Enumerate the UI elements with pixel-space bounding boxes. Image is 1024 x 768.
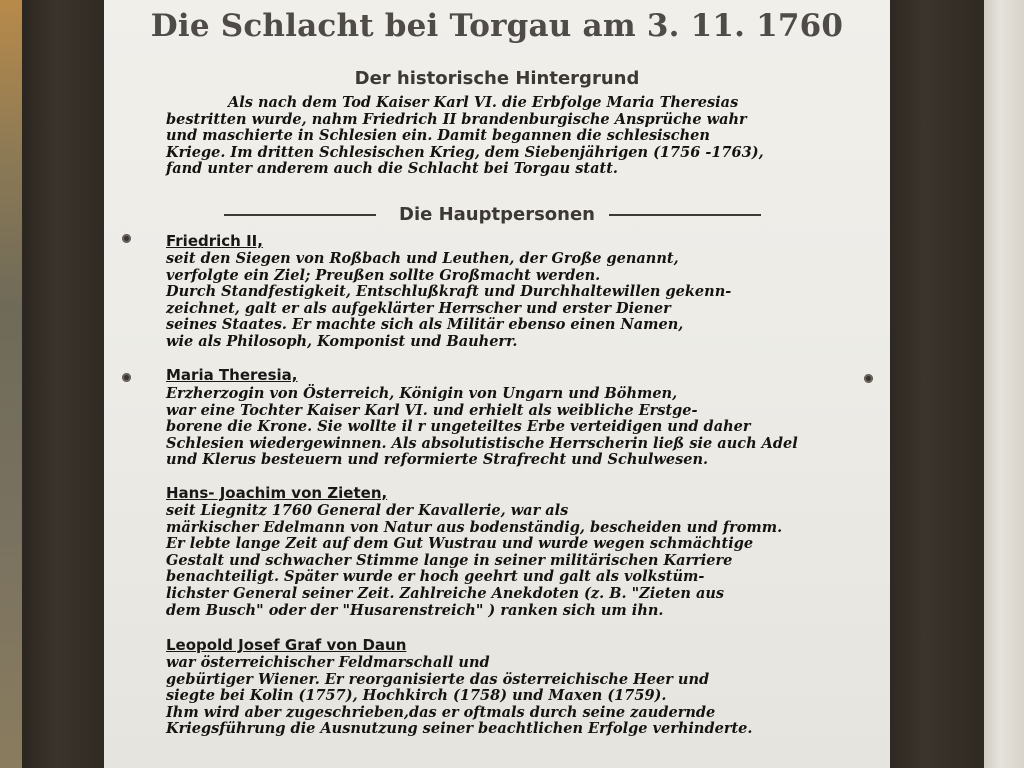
text-line: gebürtiger Wiener. Er reorganisierte das österreichische Heer und bbox=[166, 670, 710, 688]
text-line: Durch Standfestigkeit, Entschlußkraft und Durchhaltewillen gekenn- bbox=[166, 283, 732, 301]
persons-heading: Die Hauptpersonen bbox=[399, 204, 595, 225]
text-line: borene die Krone. Sie wollte il r ungeteiltes Erbe verteidigen und daher bbox=[166, 418, 751, 436]
text-line: Gestalt und schwacher Stimme lange in seiner militärischen Karriere bbox=[166, 551, 733, 569]
text-line: Er lebte lange Zeit auf dem Gut Wustrau und wurde wegen schmächtige bbox=[166, 535, 754, 553]
adjacent-sign-edge bbox=[984, 0, 1024, 768]
text-line: wie als Philosoph, Komponist und Bauherr. bbox=[166, 332, 518, 350]
text-line: Ihm wird aber zugeschrieben,das er oftmals durch seine zaudernde bbox=[166, 703, 716, 721]
text-line: und maschierte in Schlesien ein. Damit begannen die schlesischen bbox=[166, 127, 710, 145]
text-line: märkischer Edelmann von Natur aus bodenständig, bescheiden und fromm. bbox=[166, 518, 783, 536]
text-line: dem Busch" oder der "Husarenstreich" ) ranken sich um ihn. bbox=[166, 601, 664, 619]
text-line: benachteiligt. Später wurde er hoch geehrt und galt als volkstüm- bbox=[166, 568, 705, 586]
text-line: seit den Siegen von Roßbach und Leuthen, der Große genannt, bbox=[166, 250, 679, 267]
person-name-zieten: Hans- Joachim von Zieten, bbox=[166, 484, 388, 502]
text-line: Kriege. Im dritten Schlesischen Krieg, dem Siebenjährigen (1756 -1763), bbox=[166, 143, 764, 161]
board-title: Die Schlacht bei Torgau am 3. 11. 1760 bbox=[150, 8, 844, 44]
information-board bbox=[104, 0, 890, 768]
text-line: Erzherzogin von Österreich, Königin von Ungarn und Böhmen, bbox=[166, 385, 678, 402]
person-text-zieten bbox=[166, 503, 782, 619]
background-heading: Der historische Hintergrund bbox=[354, 68, 640, 89]
screw-icon bbox=[122, 234, 131, 243]
wooden-post-right bbox=[884, 0, 984, 768]
person-text-maria-theresia bbox=[166, 386, 798, 469]
text-line: Als nach dem Tod Kaiser Karl VI. die Erbfolge Maria Theresias bbox=[228, 94, 739, 111]
text-line: lichster General seiner Zeit. Zahlreiche Anekdoten (z. B. "Zieten aus bbox=[166, 584, 725, 602]
background-paragraph bbox=[166, 95, 764, 178]
person-text-daun bbox=[166, 655, 752, 738]
text-line: fand unter anderem auch die Schlacht bei Torgau statt. bbox=[166, 160, 618, 178]
text-line: seines Staates. Er machte sich als Militär ebenso einen Namen, bbox=[166, 316, 684, 334]
person-text-friedrich bbox=[166, 251, 731, 351]
person-name-friedrich: Friedrich II, bbox=[166, 232, 263, 250]
text-line: zeichnet, galt er als aufgeklärter Herrscher und erster Diener bbox=[166, 299, 671, 317]
divider-right bbox=[609, 214, 761, 216]
text-line: Kriegsführung die Ausnutzung seiner beachtlichen Erfolge verhinderte. bbox=[166, 720, 753, 738]
text-line: war österreichischer Feldmarschall und bbox=[166, 654, 490, 671]
screw-icon bbox=[864, 374, 873, 383]
text-line: und Klerus besteuern und reformierte Strafrecht und Schulwesen. bbox=[166, 451, 709, 469]
person-name-maria-theresia: Maria Theresia, bbox=[166, 366, 298, 384]
person-name-daun: Leopold Josef Graf von Daun bbox=[166, 636, 407, 654]
text-line: bestritten wurde, nahm Friedrich II brandenburgische Ansprüche wahr bbox=[166, 110, 747, 128]
screw-icon bbox=[122, 373, 131, 382]
text-line: seit Liegnitz 1760 General der Kavallerie, war als bbox=[166, 502, 569, 519]
text-line: Schlesien wiedergewinnen. Als absolutistische Herrscherin ließ sie auch Adel bbox=[166, 434, 798, 452]
wooden-post-left bbox=[22, 0, 108, 768]
text-line: verfolgte ein Ziel; Preußen sollte Großmacht werden. bbox=[166, 266, 601, 284]
text-line: siegte bei Kolin (1757), Hochkirch (1758) und Maxen (1759). bbox=[166, 687, 667, 705]
text-line: war eine Tochter Kaiser Karl VI. und erhielt als weibliche Erstge- bbox=[166, 401, 698, 419]
